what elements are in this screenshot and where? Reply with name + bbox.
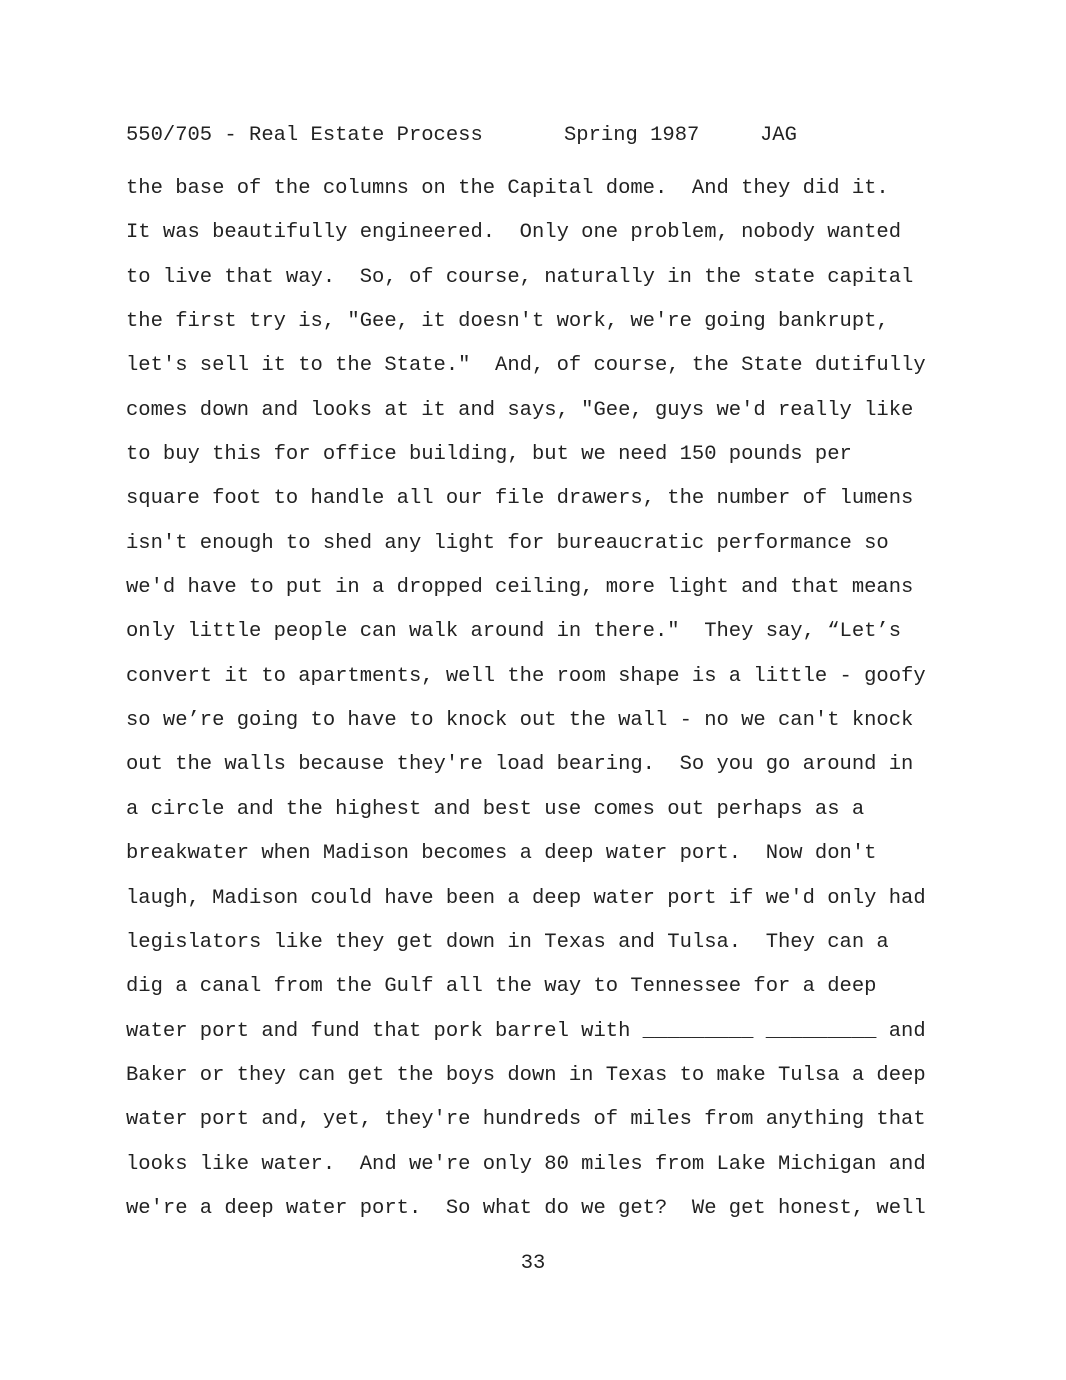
text-line: to live that way. So, of course, naturally in the state capital bbox=[126, 265, 914, 289]
text-line: water port and, yet, they're hundreds of miles from anything that bbox=[126, 1108, 926, 1132]
author-initials: JAG bbox=[760, 124, 797, 147]
course-title: 550/705 - Real Estate Process bbox=[126, 124, 483, 147]
text-line: dig a canal from the Gulf all the way to Tennessee for a deep bbox=[126, 975, 877, 999]
text-line: comes down and looks at it and says, "Gee, guys we'd really like bbox=[126, 398, 914, 422]
text-line: let's sell it to the State." And, of course, the State dutifully bbox=[126, 354, 926, 378]
text-line: isn't enough to shed any light for bureaucratic performance so bbox=[126, 531, 889, 555]
text-line: we'd have to put in a dropped ceiling, more light and that means bbox=[126, 576, 914, 600]
term: Spring 1987 bbox=[564, 124, 700, 147]
page-number: 33 bbox=[520, 1252, 546, 1275]
text-line: convert it to apartments, well the room shape is a little - goofy bbox=[126, 664, 926, 688]
text-line: so we’re going to have to knock out the wall - no we can't knock bbox=[126, 709, 914, 733]
text-line: It was beautifully engineered. Only one problem, nobody wanted bbox=[126, 221, 902, 245]
text-line: water port and fund that pork barrel with _________ _________ and bbox=[126, 1019, 926, 1043]
text-line: breakwater when Madison becomes a deep water port. Now don't bbox=[126, 842, 877, 866]
text-line: we're a deep water port. So what do we get? We get honest, well bbox=[126, 1196, 926, 1220]
text-line: looks like water. And we're only 80 miles from Lake Michigan and bbox=[126, 1152, 926, 1176]
text-line: only little people can walk around in there." They say, “Let’s bbox=[126, 620, 902, 644]
page-header bbox=[126, 123, 797, 149]
text-line: a circle and the highest and best use comes out perhaps as a bbox=[126, 797, 865, 821]
text-line: square foot to handle all our file drawers, the number of lumens bbox=[126, 487, 914, 511]
text-line: Baker or they can get the boys down in Texas to make Tulsa a deep bbox=[126, 1063, 926, 1087]
text-line: legislators like they get down in Texas and Tulsa. They can a bbox=[126, 930, 889, 954]
text-line: laugh, Madison could have been a deep water port if we'd only had bbox=[126, 886, 926, 910]
text-line: to buy this for office building, but we need 150 pounds per bbox=[126, 443, 852, 467]
text-line: the base of the columns on the Capital dome. And they did it. bbox=[126, 177, 889, 200]
text-line: out the walls because they're load bearing. So you go around in bbox=[126, 753, 914, 777]
text-line: the first try is, "Gee, it doesn't work, we're going bankrupt, bbox=[126, 310, 889, 334]
transcript-body bbox=[126, 167, 966, 1231]
